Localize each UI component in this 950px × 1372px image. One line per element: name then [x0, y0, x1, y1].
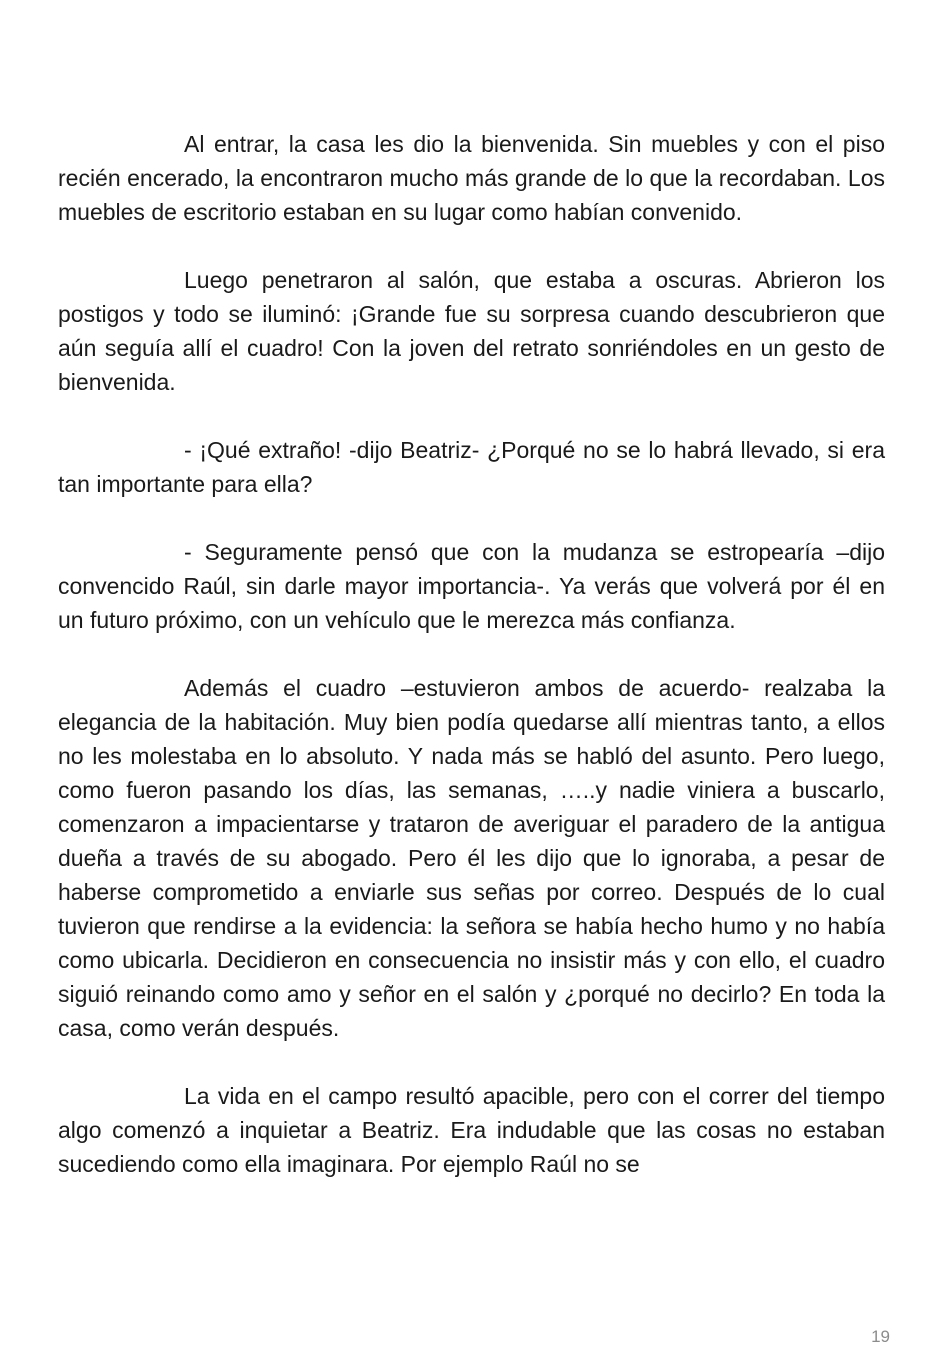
paragraph-3: - ¡Qué extraño! -dijo Beatriz- ¿Porqué no se lo habrá llevado, si era tan importante para ella?: [58, 437, 885, 497]
paragraph-1: Al entrar, la casa les dio la bienvenida. Sin muebles y con el piso recién encerado, la encontraron mucho más grande de lo que la recordaban. Los muebles de escritorio estaban en su lugar como habían convenido.: [58, 131, 885, 225]
paragraph-6: La vida en el campo resultó apacible, pero con el correr del tiempo algo comenzó a inquietar a Beatriz. Era indudable que las cosas no estaban sucediendo como ella imaginara. Por ejemplo Raúl no se: [58, 1083, 885, 1177]
body-text: [58, 127, 885, 1181]
paragraph-5: Además el cuadro –estuvieron ambos de acuerdo- realzaba la elegancia de la habitación. Muy bien podía quedarse allí mientras tanto, a ellos no les molestaba en lo absoluto. Y nada más se habló del asunto. Pero luego, como fueron pasando los días, las semanas, …..y nadie viniera a buscarlo, comenzaron a impacientarse y trataron de averiguar el paradero de la antigua dueña a través de su abogado. Pero él les dijo que lo ignoraba, a pesar de haberse comprometido a enviarle sus señas por correo. Después de lo cual tuvieron que rendirse a la evidencia: la señora se había hecho humo y no había como ubicarla. Decidieron en consecuencia no insistir más y con ello, el cuadro siguió reinando como amo y señor en el salón y ¿porqué no decirlo? En toda la casa, como verán después.: [58, 675, 885, 1041]
paragraph-2: Luego penetraron al salón, que estaba a oscuras. Abrieron los postigos y todo se iluminó: ¡Grande fue su sorpresa cuando descubrieron que aún seguía allí el cuadro! Con la joven del retrato sonriéndoles en un gesto de bienvenida.: [58, 267, 885, 395]
paragraph-4: - Seguramente pensó que con la mudanza se estropearía –dijo convencido Raúl, sin darle mayor importancia-. Ya verás que volverá por él en un futuro próximo, con un vehículo que le merezca más confianza.: [58, 539, 885, 633]
page-number: 19: [871, 1327, 890, 1346]
